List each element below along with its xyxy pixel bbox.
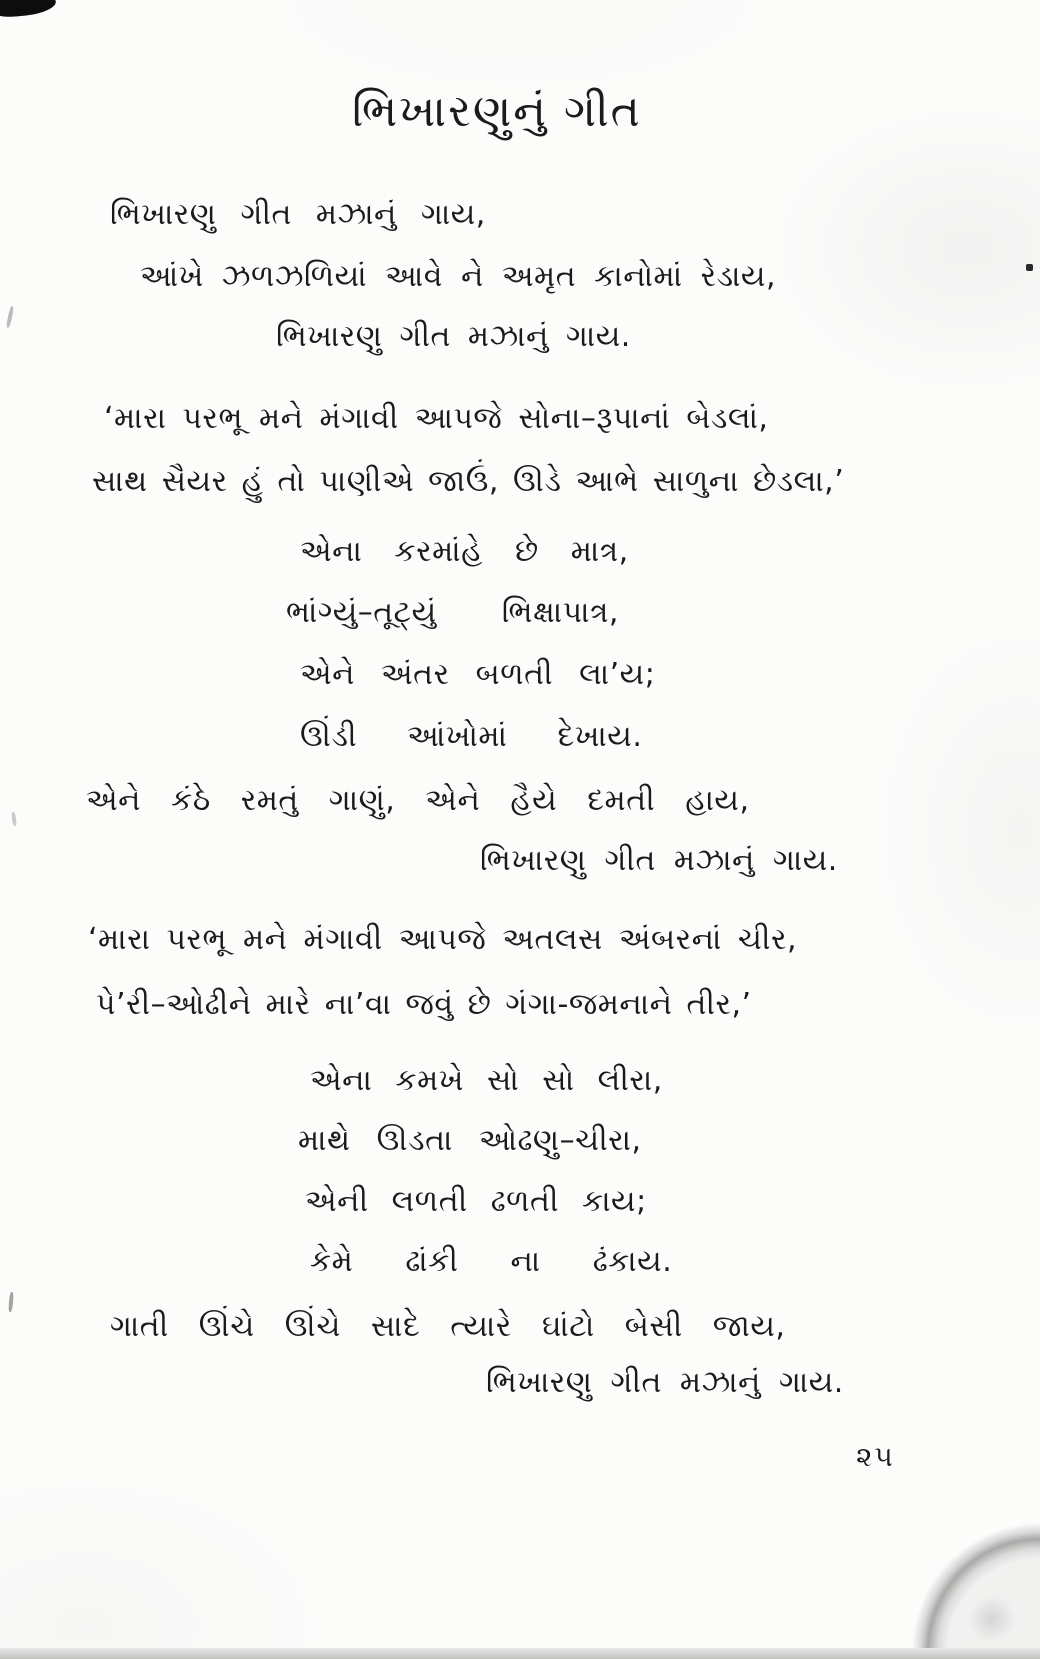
poem-line: ભિખારણુ ગીત મઝાનું ગાય, [110,197,486,232]
page-curl-artifact [880,1501,1040,1651]
poem-line: ‘મારા પરભૂ મને મંગાવી આપજે સોના–રૂપાનાં બેડલાં, [104,401,769,436]
page-number: ૨૫ [856,1440,895,1473]
poem-line: માથે ઊડતા ઓઢણુ–ચીરા, [298,1123,642,1158]
poem-line: ‘મારા પરભૂ મને મંગાવી આપજે અતલસ અંબરનાં ચીર, [88,922,797,957]
poem-line: ઊંડી આંખોમાં દેખાય. [300,719,643,754]
poem-line: એને કંઠે રમતું ગાણું, એને હૈયે દમતી હાય, [86,783,750,818]
poem-line: એના કમખે સો સો લીરા, [310,1063,663,1098]
scan-speck [8,1292,14,1312]
poem-line: એને અંતર બળતી લા’ય; [300,657,656,692]
scan-speck [11,812,17,826]
poem-line: ભાંગ્યું–તૂટ્યું ભિક્ષાપાત્ર, [286,595,619,630]
poem-line: પે’રી–ઓઢીને મારે ના’વા જવું છે ગંગા-જમનાને તીર,’ [96,987,752,1022]
poem-line: ભિખારણુ ગીત મઝાનું ગાય. [276,319,631,354]
poem-line: કેમે ઢાંકી ના ઢંકાય. [310,1244,673,1279]
ink-blot-artifact [0,0,56,18]
poem-line: ભિખારણુ ગીત મઝાનું ગાય. [486,1365,844,1400]
poem-line: ગાતી ઊંચે ઊંચે સાદે ત્યારે ઘાંટો બેસી જાય, [110,1309,786,1344]
scan-speck [6,306,14,328]
poem-line: આંખે ઝળઝળિયાં આવે ને અમૃત કાનોમાં રેડાય, [140,259,777,294]
poem-line: સાથ સૈયર હું તો પાણીએ જાઉં, ઊડે આભે સાળુના છેડલા,’ [92,464,845,499]
scan-speck [1026,264,1033,271]
poem-title: ભિખારણુનું ગીત [352,86,642,137]
poem-line: એની લળતી ઢળતી કાય; [305,1184,647,1219]
poem-line: ભિખારણુ ગીત મઝાનું ગાય. [480,843,838,878]
bottom-edge-shadow [0,1648,1040,1659]
poem-line: એના કરમાંહે છે માત્ર, [300,534,629,569]
